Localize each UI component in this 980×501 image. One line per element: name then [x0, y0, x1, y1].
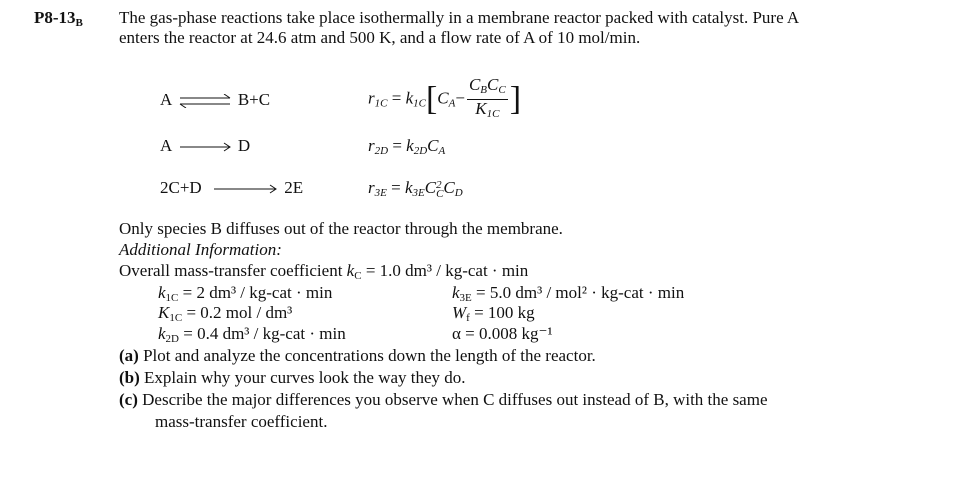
- question-a: (a) Plot and analyze the concentrations down the length of the reactor.: [119, 346, 596, 365]
- only-species-line: Only species B diffuses out of the reactor through the membrane.: [119, 219, 563, 238]
- param-k3e: $k_{3E} = 5.0$ dm³ / mol² · kg-cat · min: [452, 283, 685, 304]
- reaction-2-left: A: [160, 136, 172, 155]
- reaction-3-right: 2E: [284, 178, 304, 197]
- reaction-1-right: B+C: [237, 90, 271, 109]
- left-bracket: [: [425, 80, 438, 118]
- reaction-3-left: 2C+D: [160, 178, 202, 197]
- reaction-1-left: A: [160, 90, 172, 109]
- question-c: (c) Describe the major differences you observe when C diffuses out instead of B, with the same: [119, 390, 768, 409]
- rate-law-1c: $r_{1C} = k_{1C}[C_A-$ $\frac{C_BC_C}{K_{1C}}$ ]: [368, 76, 521, 123]
- param-k1c: $k_{1C} = 2$ dm³ / kg-cat · min: [158, 283, 333, 304]
- question-c-continued: mass-transfer coefficient.: [155, 412, 328, 431]
- forward-arrow-icon: [176, 142, 234, 152]
- intro-line-1: The gas-phase reactions take place isothermally in a membrane reactor packed with catalyst. Pure A: [119, 8, 800, 27]
- intro-line-2: enters the reactor at 24.6 atm and 500 K, and a flow rate of A of 10 mol/min.: [119, 28, 641, 47]
- equilibrium-fraction: $\frac{C_BC_C}{K_{1C}}$: [468, 75, 506, 120]
- rate-law-2d: $r_{2D} = k_{2D}C_A$: [368, 136, 446, 157]
- rate-law-3e: $r_{3E} = k_{3E}C$ 2 C $C_D$: [368, 178, 463, 200]
- forward-arrow-icon: [210, 184, 280, 194]
- param-wf: $W_f = 100$ kg: [452, 303, 535, 324]
- param-K1c: $K_{1C} = 0.2$ mol / dm³: [158, 303, 293, 324]
- problem-header: [34, 8, 83, 33]
- reaction-3: [160, 178, 303, 198]
- additional-info-heading: Additional Information:: [119, 240, 282, 259]
- question-b: (b) Explain why your curves look the way they do.: [119, 368, 466, 387]
- reversible-arrow-icon: [176, 94, 234, 108]
- overall-mt-line: Overall mass-transfer coefficient $k_C = 1.0$ dm³ / kg-cat · min: [119, 261, 529, 282]
- param-alpha: α = 0.008 kg⁻¹: [452, 324, 553, 343]
- problem-number: P8-13: [34, 8, 76, 27]
- reaction-1: [160, 90, 270, 110]
- right-bracket: ]: [509, 80, 522, 118]
- param-k2d: $k_{2D} = 0.4$ dm³ / kg-cat · min: [158, 324, 346, 345]
- problem-difficulty: B: [75, 17, 83, 29]
- reaction-2-right: D: [237, 136, 251, 155]
- reaction-2: [160, 136, 250, 156]
